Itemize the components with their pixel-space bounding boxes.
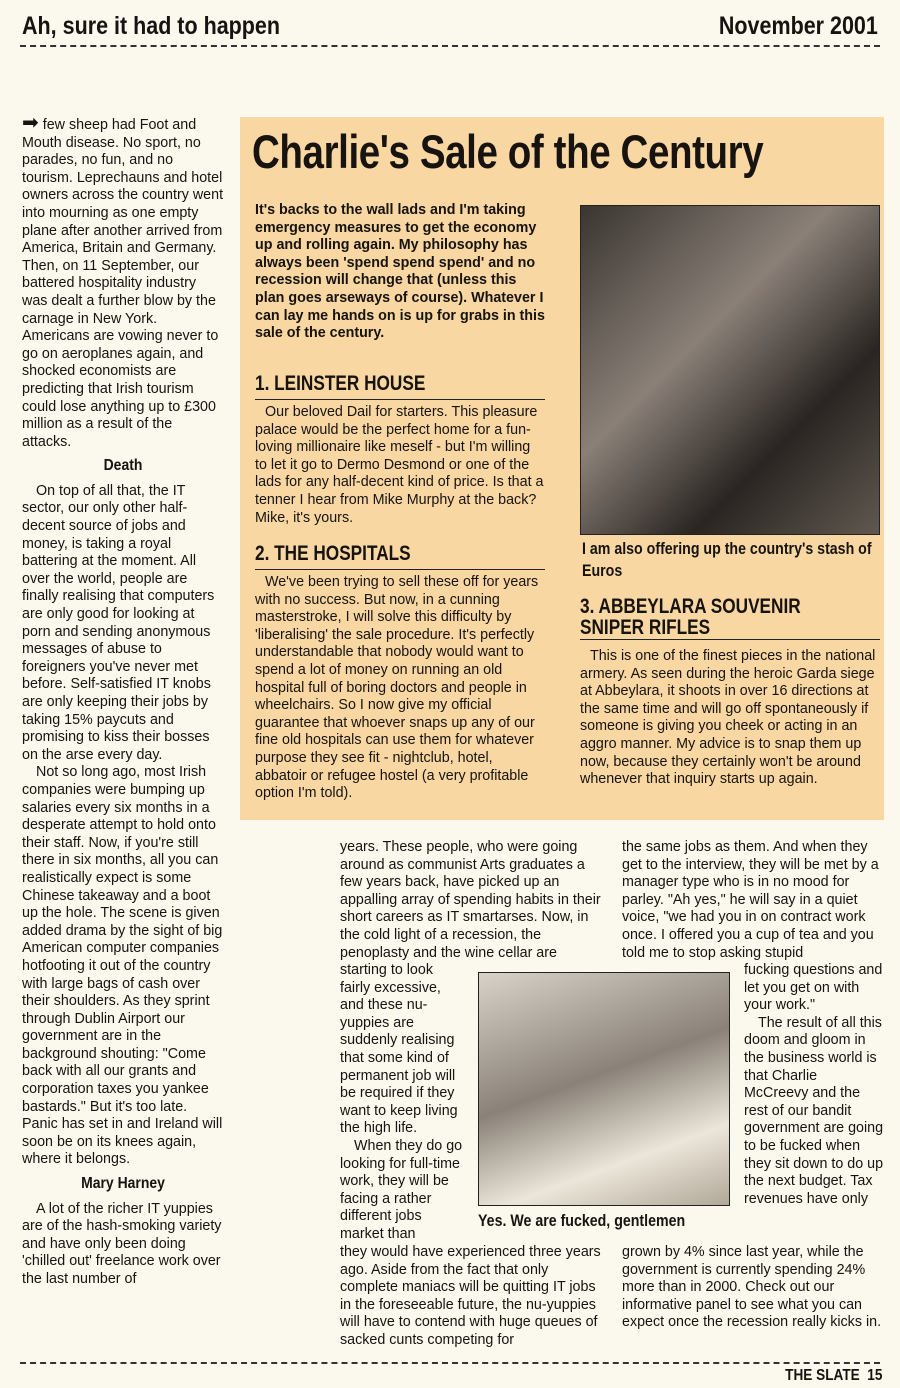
paragraph: few sheep had Foot and Mouth disease. No sport, no parades, no fun, and no tourism. Leprechauns and hotel owners across the country went into mourning as one empty plane after another arrived from America, Britain and Germany. Then, on 11 September, our battered hospitality industry was dealt a further blow by the carnage in New York. Americans are vowing never to go on aeroplanes again, and shocked economists are predicting that Irish tourism could lose anything up to £300 million as a result of the attacks. (22, 117, 224, 450)
paragraph: A lot of the richer IT yuppies are of the hash-smoking variety and have only been doing 'chilled out' freelance work over the last number of (22, 1200, 222, 1287)
photo-caption: Yes. We are fucked, gentlemen (478, 1212, 686, 1230)
footer-divider (20, 1362, 880, 1364)
item-body: Our beloved Dail for starters. This pleasure palace would be the perfect home for a fun-loving millionaire like meself - but I'm willing to let it go to Dermo Desmond or one of the lads for any half-decent kind of price. Is that a tenner I hear from Mike Murphy at the back? Mike, it's yours. (255, 404, 544, 526)
item-body: We've been trying to sell these off for years with no success. But now, in a cunning masterstroke, I will solve this difficulty by 'liberalising' the sale procedure. It's perfectly understandable that nobody would want to spend a lot of money on running an old hospital full of boring doctors and people in wheelchairs. So I now give my official guarantee that whoever snaps up any of our fine old hospitals can use them for whatever purpose they see fit - nightclub, hotel, abbatoir or refugee hostel (a very profitable option I'm told). (255, 574, 539, 802)
photo-office-meeting (478, 972, 730, 1206)
header-divider (20, 45, 880, 47)
bottom-col2-bottom: grown by 4% since last year, while the government is currently spending 24% more than in 2000. Check out our informative panel to see what you can expect once the recession really kicks in. (622, 1244, 882, 1331)
section-title: Ah, sure it had to happen (22, 12, 281, 40)
item-body: This is one of the finest pieces in the national armery. As seen during the heroic Garda siege at Abbeylara, it shoots in over 16 directions at the same time and will go off spontaneously if someone is giving you cheek or acting in an aggro manner. My advice is to snap them up now, because they certainly won't be around whenever that inquiry starts up again. (580, 648, 876, 788)
paragraph: On top of all that, the IT sector, our only other half-decent source of jobs and money, is taking a royal battering at the moment. All over the world, people are finally realising that computers are only good for looking at porn and sending anonymous messages of abuse to foreigners you've never met before. Self-satisfied IT knobs are only keeping their jobs by taking 15% paycuts and promising to kiss their bosses on the arse every day. (22, 482, 215, 763)
bottom-col1-top: years. These people, who were going around as communist Arts graduates a few years back, have picked up an appalling array of spending habits in their short careers as IT smartarses. Now, in the cold light of a recession, the penoplasty and the wine cellar are (340, 839, 601, 961)
bottom-col1-bottom: they would have experienced three years ago. Aside from the fact that only complete maniacs will be quitting IT jobs in the foreseeable future, the nu-yuppies will have to contend with huge queues of sacked cunts competing for (340, 1244, 601, 1348)
arrow-right-icon: ➡ (22, 112, 39, 134)
item-heading: 2. THE HOSPITALS (255, 542, 411, 565)
footer (785, 1367, 882, 1385)
issue-date: November 2001 (719, 12, 878, 40)
panel-intro: It's backs to the wall lads and I'm taking emergency measures to get the economy up and rolling again. My philosophy has always been 'spend spend spend' and no recession will change that (unless this plan goes arseways of course). Whatever I can lay me hands on is up for grabs in this sale of the century. (255, 202, 545, 342)
photo-charlie-mccreevy (580, 205, 880, 535)
bottom-col1-mid: starting to look fairly excessive, and these nu-yuppies are suddenly realising that some kind of permanent job will be required if they want to keep living the high life. When they do go looking for full-time work, they will be facing a rather different jobs market than (340, 962, 463, 1242)
paragraph: Not so long ago, most Irish companies were bumping up salaries every six months in a desperate attempt to hold onto their staff. Now, if you're still there in six months, all you can realistically expect is some Chinese takeaway and a boot up the hole. The scene is given added drama by the sight of big American computer companies hotfooting it out of the country with large bags of cash over their shoulders. As they sprint through Dublin Airport our government are in the background shouting: "Come back with all our grants and corporation taxes you yankee bastards." But it's too late. Panic has set in and Ireland will soon be on its knees again, where it belongs. (22, 764, 223, 1168)
item-heading: 1. LEINSTER HOUSE (255, 372, 426, 395)
panel-title: Charlie's Sale of the Century (252, 125, 764, 178)
left-column (22, 112, 224, 1289)
bottom-col2-mid: fucking questions and let you get on with your work." The result of all this doom and gloom in the business world is that Charlie McCreevy and the rest of our bandit government are going to be fucked when they sit down to do up the next budget. Tax revenues have only (744, 962, 884, 1207)
subheading: Death (103, 457, 143, 475)
item-heading: 3. ABBEYLARA SOUVENIR SNIPER RIFLES (580, 595, 801, 639)
publication-name: THE SLATE (784, 1367, 860, 1384)
bottom-col2-top: the same jobs as them. And when they get to the interview, they will be met by a manager type who is in no mood for parley. "Ah yes," he will say in a quiet voice, "we had you in on contract work once. I offered you a cup of tea and you told me to stop asking stupid (622, 839, 879, 961)
photo-caption: I am also offering up the country's stash of Euros (582, 540, 872, 580)
page-number: 15 (866, 1367, 882, 1384)
subheading: Mary Harney (81, 1175, 165, 1193)
